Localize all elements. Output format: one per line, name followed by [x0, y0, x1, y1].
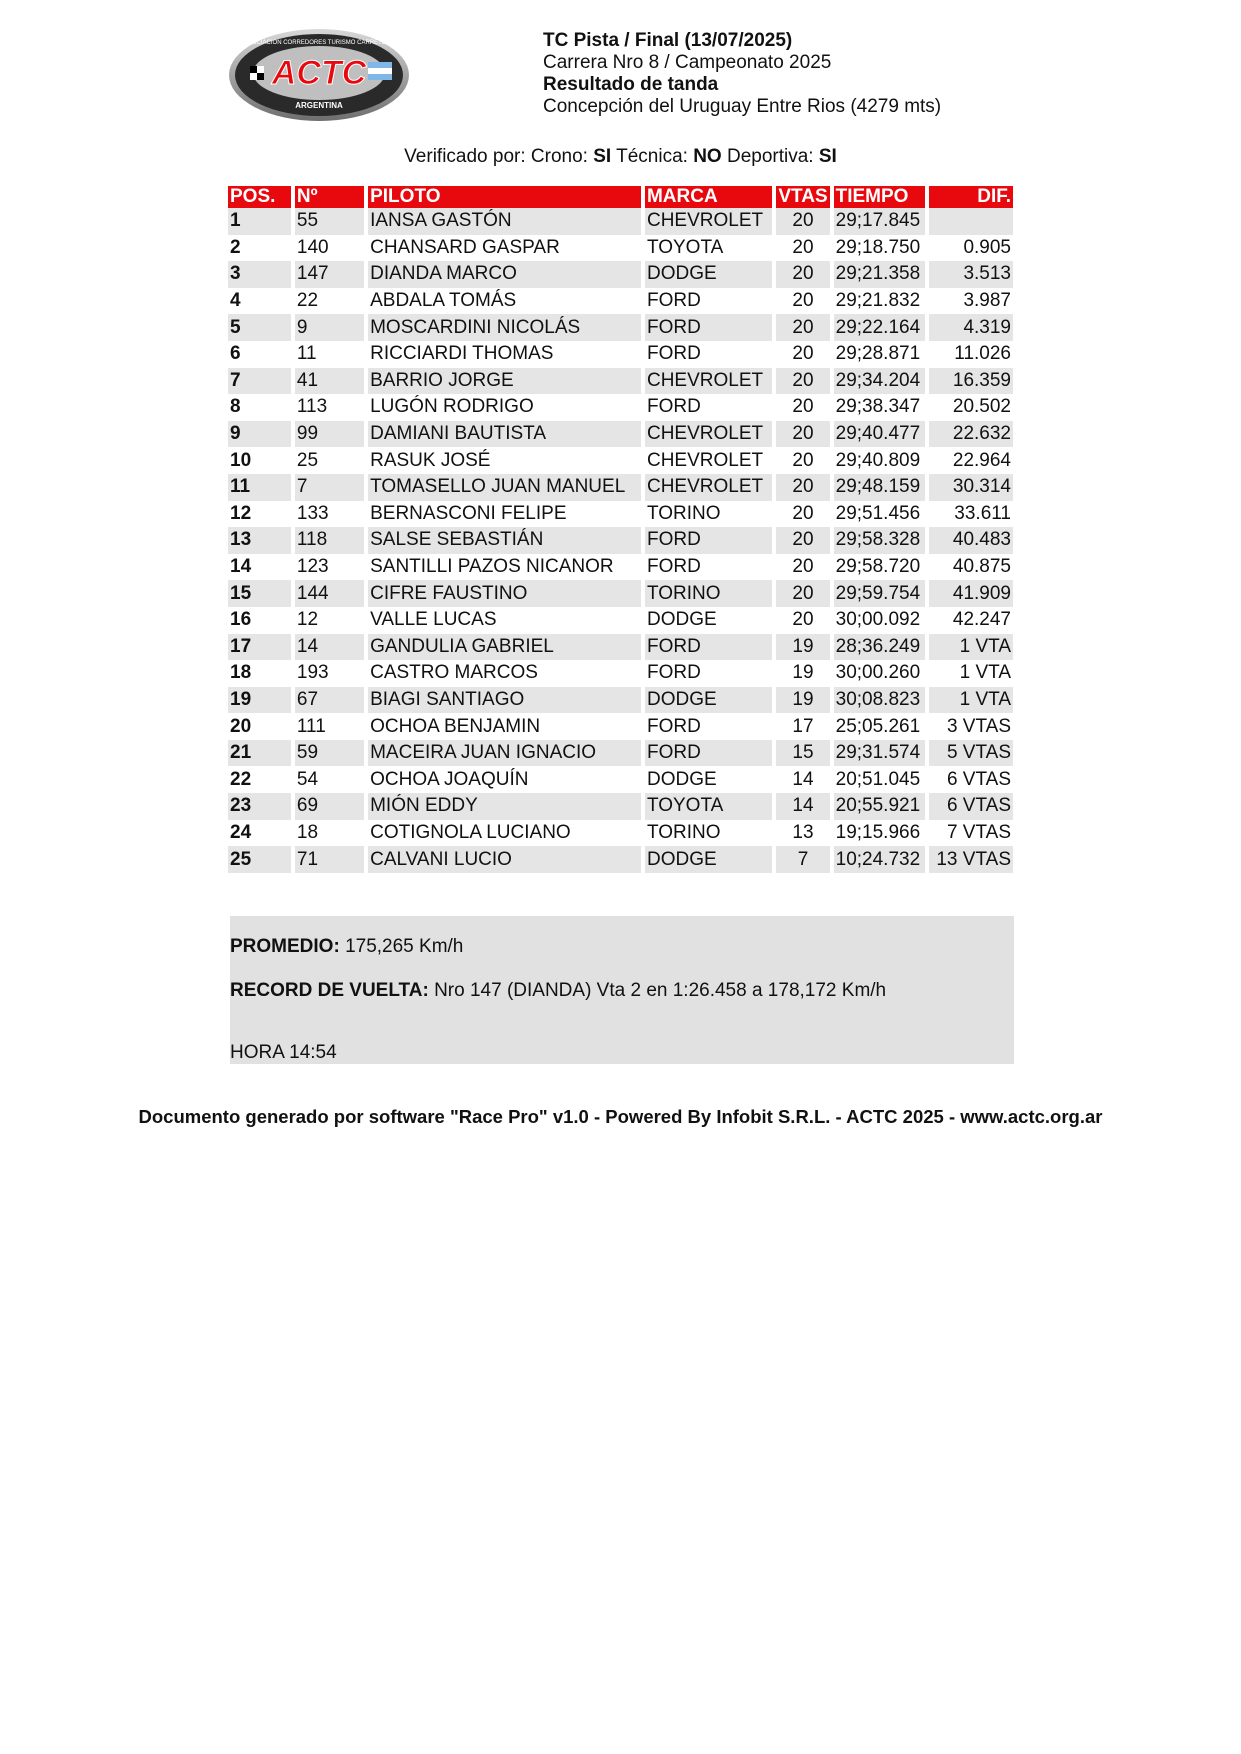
row-pos: 23 [228, 793, 295, 820]
row-time: 29;38.347 [834, 394, 930, 421]
deportiva-value: SI [818, 146, 837, 167]
row-time: 29;51.456 [834, 501, 930, 528]
row-time: 29;28.871 [834, 341, 930, 368]
row-diff: 6 VTAS [946, 768, 1011, 790]
row-laps: 15 [776, 740, 833, 767]
row-pos: 19 [228, 687, 295, 714]
row-pos: 11 [228, 474, 295, 501]
average-speed-line [230, 936, 463, 958]
row-driver: LUGÓN RODRIGO [368, 394, 645, 421]
row-time: 20;51.045 [834, 766, 930, 793]
row-number: 193 [295, 660, 368, 687]
results-body [228, 208, 1013, 873]
table-row [228, 687, 1013, 714]
row-time: 25;05.261 [834, 713, 930, 740]
row-time: 29;22.164 [834, 314, 930, 341]
row-brand: CHEVROLET [645, 474, 776, 501]
row-pos: 24 [228, 820, 295, 847]
document-header [543, 30, 941, 118]
table-row [228, 447, 1013, 474]
row-diff: 22.632 [929, 421, 1013, 448]
table-row [228, 740, 1013, 767]
row-number: 9 [295, 314, 368, 341]
row-diff [929, 208, 1013, 235]
row-time: 29;21.358 [834, 261, 930, 288]
row-number: 113 [295, 394, 368, 421]
row-laps: 20 [776, 235, 833, 262]
row-brand: FORD [645, 314, 776, 341]
row-time: 29;40.809 [834, 447, 930, 474]
tecnica-label: Técnica: [616, 146, 688, 167]
row-pos: 6 [228, 341, 295, 368]
row-brand: FORD [645, 660, 776, 687]
row-brand: FORD [645, 740, 776, 767]
race-subtitle: Carrera Nro 8 / Campeonato 2025 [543, 52, 832, 73]
row-driver: BARRIO JORGE [368, 368, 645, 395]
row-laps: 20 [776, 501, 833, 528]
average-value: 175,265 Km/h [345, 936, 464, 957]
row-diff: 22.964 [952, 449, 1011, 471]
row-driver: RASUK JOSÉ [368, 447, 645, 474]
row-number: 147 [295, 261, 368, 288]
lap-record-line [230, 980, 886, 1002]
table-row [228, 474, 1013, 501]
logo-bottom-text: ARGENTINA [295, 101, 343, 110]
table-row [228, 368, 1013, 395]
row-time: 28;36.249 [834, 634, 930, 661]
row-laps: 20 [776, 288, 833, 315]
row-driver: TOMASELLO JUAN MANUEL [368, 474, 645, 501]
row-diff: 40.875 [952, 556, 1011, 578]
row-driver: CALVANI LUCIO [368, 846, 645, 873]
row-time: 29;34.204 [834, 368, 930, 395]
row-brand: DODGE [645, 607, 776, 634]
row-driver: MOSCARDINI NICOLÁS [368, 314, 645, 341]
row-brand: TORINO [645, 820, 776, 847]
row-brand: FORD [645, 341, 776, 368]
table-row [228, 394, 1013, 421]
row-laps: 20 [776, 580, 833, 607]
results-table [228, 186, 1013, 873]
row-number: 99 [295, 421, 368, 448]
row-diff: 6 VTAS [929, 793, 1013, 820]
race-title: TC Pista / Final (13/07/2025) [543, 30, 793, 51]
row-brand: DODGE [645, 687, 776, 714]
row-number: 59 [295, 740, 368, 767]
row-time: 29;18.750 [834, 235, 930, 262]
row-number: 54 [295, 766, 368, 793]
row-laps: 20 [776, 421, 833, 448]
table-row [228, 527, 1013, 554]
row-time: 29;58.720 [834, 554, 930, 581]
summary-box [230, 916, 1014, 1064]
row-laps: 20 [776, 341, 833, 368]
row-brand: TORINO [645, 580, 776, 607]
table-row [228, 846, 1013, 873]
row-laps: 14 [776, 766, 833, 793]
table-row [228, 501, 1013, 528]
row-time: 30;00.092 [834, 607, 930, 634]
row-brand: TOYOTA [645, 793, 776, 820]
crono-value: SI [593, 146, 612, 167]
row-pos: 10 [228, 447, 295, 474]
table-row [228, 341, 1013, 368]
row-diff: 4.319 [929, 314, 1013, 341]
row-pos: 16 [228, 607, 295, 634]
row-time: 29;17.845 [834, 208, 930, 235]
verification-prefix: Verificado por: Crono: [404, 146, 588, 167]
row-brand: TOYOTA [645, 235, 776, 262]
row-laps: 20 [776, 208, 833, 235]
row-driver: GANDULIA GABRIEL [368, 634, 645, 661]
table-row [228, 820, 1013, 847]
row-number: 111 [295, 713, 368, 740]
row-pos: 13 [228, 527, 295, 554]
row-brand: DODGE [645, 766, 776, 793]
row-laps: 20 [776, 314, 833, 341]
row-diff: 40.483 [929, 527, 1013, 554]
row-laps: 20 [776, 527, 833, 554]
row-number: 12 [295, 607, 368, 634]
table-row [228, 235, 1013, 262]
row-number: 11 [295, 341, 368, 368]
row-time: 30;08.823 [834, 687, 930, 714]
table-row [228, 634, 1013, 661]
row-brand: FORD [645, 713, 776, 740]
time-of-day: HORA 14:54 [230, 1042, 337, 1063]
row-laps: 20 [776, 447, 833, 474]
tecnica-value: NO [693, 146, 722, 167]
row-laps: 20 [776, 394, 833, 421]
table-row [228, 261, 1013, 288]
row-brand: FORD [645, 288, 776, 315]
row-brand: FORD [645, 634, 776, 661]
row-time: 29;31.574 [834, 740, 930, 767]
table-row [228, 421, 1013, 448]
row-laps: 17 [776, 713, 833, 740]
row-driver: CHANSARD GASPAR [368, 235, 645, 262]
row-diff: 0.905 [963, 236, 1011, 258]
row-diff: 1 VTA [929, 687, 1013, 714]
row-diff: 3.987 [963, 290, 1011, 312]
table-row [228, 208, 1013, 235]
row-driver: BIAGI SANTIAGO [368, 687, 645, 714]
row-number: 18 [295, 820, 368, 847]
table-row [228, 660, 1013, 687]
row-pos: 9 [228, 421, 295, 448]
record-label: RECORD DE VUELTA: [230, 980, 429, 1001]
table-row [228, 766, 1013, 793]
row-driver: BERNASCONI FELIPE [368, 501, 645, 528]
row-time: 29;59.754 [834, 580, 930, 607]
actc-logo [228, 28, 410, 122]
header-brand: MARCA [645, 186, 776, 208]
row-time: 19;15.966 [834, 820, 930, 847]
row-laps: 13 [776, 820, 833, 847]
table-row [228, 314, 1013, 341]
row-pos: 3 [228, 261, 295, 288]
row-driver: DAMIANI BAUTISTA [368, 421, 645, 448]
row-time: 29;48.159 [834, 474, 930, 501]
row-pos: 25 [228, 846, 295, 873]
row-driver: MACEIRA JUAN IGNACIO [368, 740, 645, 767]
row-driver: VALLE LUCAS [368, 607, 645, 634]
row-pos: 2 [228, 235, 295, 262]
row-time: 29;21.832 [834, 288, 930, 315]
row-number: 69 [295, 793, 368, 820]
result-label: Resultado de tanda [543, 74, 719, 95]
header-laps: VTAS [776, 186, 833, 208]
row-laps: 7 [776, 846, 833, 873]
row-number: 144 [295, 580, 368, 607]
row-number: 140 [295, 235, 368, 262]
row-laps: 20 [776, 554, 833, 581]
row-pos: 14 [228, 554, 295, 581]
row-driver: RICCIARDI THOMAS [368, 341, 645, 368]
row-laps: 14 [776, 793, 833, 820]
row-brand: CHEVROLET [645, 421, 776, 448]
row-pos: 12 [228, 501, 295, 528]
row-driver: ABDALA TOMÁS [368, 288, 645, 315]
row-number: 71 [295, 846, 368, 873]
row-pos: 21 [228, 740, 295, 767]
row-pos: 7 [228, 368, 295, 395]
header-pos: POS. [228, 186, 295, 208]
table-row [228, 713, 1013, 740]
row-diff: 3.513 [929, 261, 1013, 288]
row-diff: 5 VTAS [929, 740, 1013, 767]
row-pos: 1 [228, 208, 295, 235]
row-brand: DODGE [645, 846, 776, 873]
table-row [228, 554, 1013, 581]
row-diff: 41.909 [929, 580, 1013, 607]
row-number: 41 [295, 368, 368, 395]
table-row [228, 793, 1013, 820]
row-time: 30;00.260 [834, 660, 930, 687]
row-brand: CHEVROLET [645, 447, 776, 474]
row-time: 29;40.477 [834, 421, 930, 448]
table-row [228, 607, 1013, 634]
row-laps: 20 [776, 474, 833, 501]
row-diff: 13 VTAS [929, 846, 1013, 873]
row-driver: SANTILLI PAZOS NICANOR [368, 554, 645, 581]
row-diff: 1 VTA [929, 634, 1013, 661]
row-number: 25 [295, 447, 368, 474]
row-laps: 20 [776, 607, 833, 634]
verification-line [0, 146, 1241, 168]
row-time: 20;55.921 [834, 793, 930, 820]
logo-main-text: ACTC [271, 54, 367, 92]
row-diff: 3 VTAS [946, 715, 1011, 737]
row-driver: CASTRO MARCOS [368, 660, 645, 687]
row-driver: MIÓN EDDY [368, 793, 645, 820]
row-laps: 20 [776, 261, 833, 288]
row-laps: 19 [776, 660, 833, 687]
row-diff: 30.314 [929, 474, 1013, 501]
row-number: 22 [295, 288, 368, 315]
row-pos: 20 [228, 713, 295, 740]
row-number: 118 [295, 527, 368, 554]
row-number: 67 [295, 687, 368, 714]
header-driver: PILOTO [368, 186, 645, 208]
average-label: PROMEDIO: [230, 936, 340, 957]
row-brand: FORD [645, 527, 776, 554]
row-diff: 7 VTAS [946, 821, 1011, 843]
row-pos: 22 [228, 766, 295, 793]
row-pos: 17 [228, 634, 295, 661]
row-diff: 1 VTA [959, 662, 1011, 684]
row-pos: 18 [228, 660, 295, 687]
header-diff: DIF. [929, 186, 1013, 208]
row-time: 29;58.328 [834, 527, 930, 554]
row-driver: OCHOA JOAQUÍN [368, 766, 645, 793]
row-brand: CHEVROLET [645, 208, 776, 235]
row-driver: OCHOA BENJAMIN [368, 713, 645, 740]
row-pos: 4 [228, 288, 295, 315]
record-value: Nro 147 (DIANDA) Vta 2 en 1:26.458 a 178,172 Km/h [434, 980, 887, 1001]
row-number: 123 [295, 554, 368, 581]
row-diff: 20.502 [952, 396, 1011, 418]
row-number: 55 [295, 208, 368, 235]
row-laps: 20 [776, 368, 833, 395]
row-number: 133 [295, 501, 368, 528]
table-row [228, 580, 1013, 607]
row-driver: DIANDA MARCO [368, 261, 645, 288]
row-brand: DODGE [645, 261, 776, 288]
row-brand: CHEVROLET [645, 368, 776, 395]
row-driver: IANSA GASTÓN [368, 208, 645, 235]
row-diff: 33.611 [954, 502, 1011, 524]
row-pos: 15 [228, 580, 295, 607]
deportiva-label: Deportiva: [726, 146, 814, 167]
header-time: TIEMPO [834, 186, 930, 208]
row-diff: 11.026 [954, 343, 1011, 365]
table-row [228, 288, 1013, 315]
row-laps: 19 [776, 634, 833, 661]
row-pos: 5 [228, 314, 295, 341]
row-number: 14 [295, 634, 368, 661]
row-driver: CIFRE FAUSTINO [368, 580, 645, 607]
row-brand: FORD [645, 554, 776, 581]
row-number: 7 [295, 474, 368, 501]
row-driver: SALSE SEBASTIÁN [368, 527, 645, 554]
row-driver: COTIGNOLA LUCIANO [368, 820, 645, 847]
row-diff: 42.247 [952, 609, 1011, 631]
race-venue: Concepción del Uruguay Entre Rios (4279 mts) [543, 96, 942, 117]
row-brand: TORINO [645, 501, 776, 528]
table-header-row [228, 186, 1013, 208]
row-pos: 8 [228, 394, 295, 421]
logo-ring-text: ASOCIACION CORREDORES TURISMO CARRETERA [243, 40, 395, 46]
row-diff: 16.359 [929, 368, 1013, 395]
row-laps: 19 [776, 687, 833, 714]
row-time: 10;24.732 [834, 846, 930, 873]
header-number: Nº [295, 186, 368, 208]
row-brand: FORD [645, 394, 776, 421]
document-footer: Documento generado por software "Race Pro" v1.0 - Powered By Infobit S.R.L. - ACTC 2025 - www.actc.org.ar [138, 1106, 1103, 1127]
